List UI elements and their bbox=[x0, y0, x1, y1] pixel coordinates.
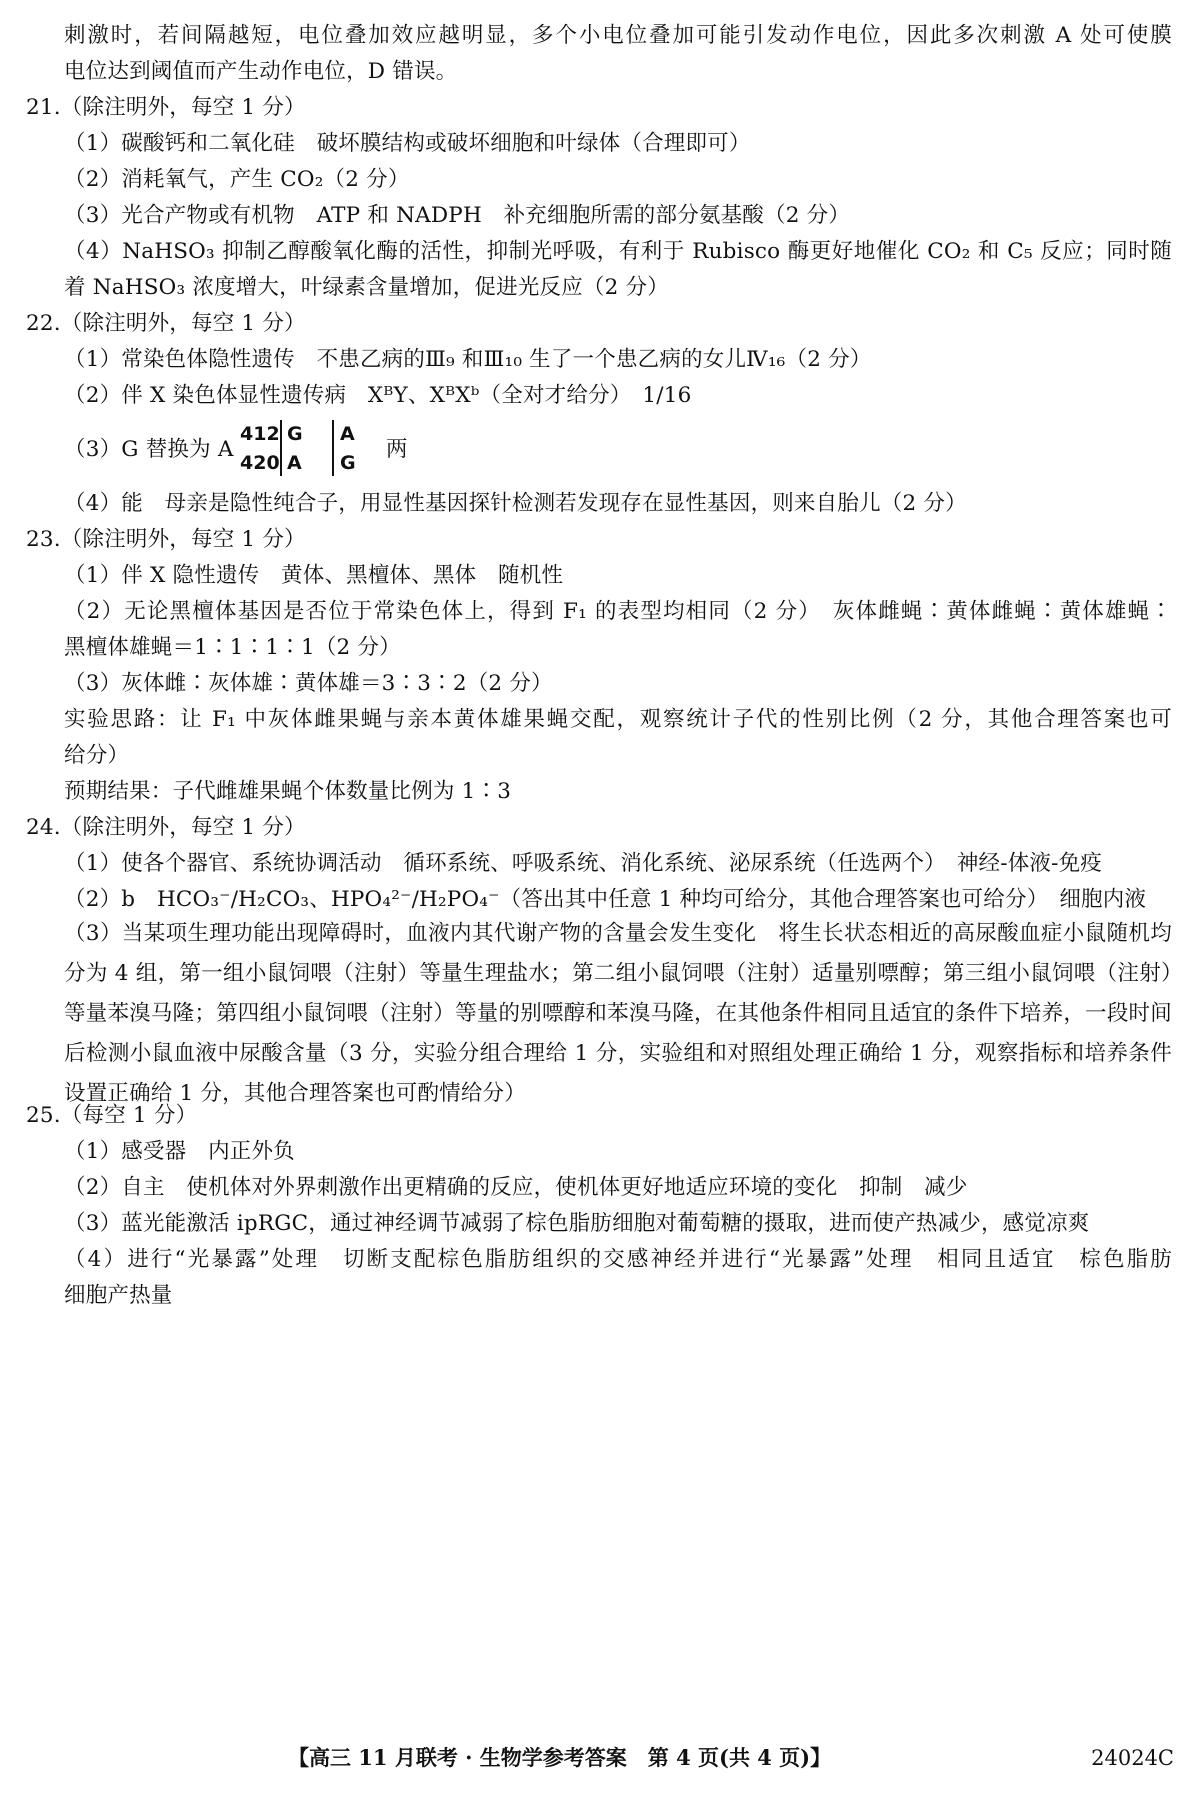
text-line: 两 bbox=[386, 437, 408, 462]
text-line: （3）G 替换为 A bbox=[64, 437, 234, 462]
text-line: （2）无论黑檀体基因是否位于常染色体上，得到 F₁ 的表型均相同（2 分） 灰体雌蝇∶黄体雌蝇∶黄体雄蝇∶ bbox=[64, 599, 1172, 624]
seq-base: A bbox=[287, 452, 302, 474]
footer-code: 24024C bbox=[1091, 1746, 1174, 1770]
question-heading: 22.（除注明外，每空 1 分） bbox=[26, 311, 306, 336]
question-heading: 24.（除注明外，每空 1 分） bbox=[26, 815, 306, 840]
text-line: 实验思路：让 F₁ 中灰体雌果蝇与亲本黄体雄果蝇交配，观察统计子代的性别比例（2 分，其他合理答案也可 bbox=[64, 707, 1172, 732]
text-line: （4）进行“光暴露”处理 切断支配棕色脂肪组织的交感神经并进行“光暴露”处理 相同且适宜 棕色脂肪 bbox=[64, 1247, 1172, 1272]
text-line: （1）常染色体隐性遗传 不患乙病的Ⅲ₉ 和Ⅲ₁₀ 生了一个患乙病的女儿Ⅳ₁₆（2 分） bbox=[64, 347, 872, 372]
text-line: 给分） bbox=[64, 743, 130, 768]
seq-position-412: 412 bbox=[240, 423, 280, 445]
strand-bar bbox=[280, 420, 282, 476]
text-line: 细胞产热量 bbox=[64, 1283, 173, 1308]
text-line: （4）能 母亲是隐性纯合子，用显性基因探针检测若发现存在显性基因，则来自胎儿（2 分） bbox=[64, 491, 967, 516]
text-line: 刺激时，若间隔越短，电位叠加效应越明显，多个小电位叠加可能引发动作电位，因此多次刺激 A 处可使膜 bbox=[64, 23, 1172, 48]
footer-title: 【高三 11 月联考 · 生物学参考答案 第 4 页(共 4 页)】 bbox=[288, 1745, 832, 1770]
text-line: （2）自主 使机体对外界刺激作出更精确的反应，使机体更好地适应环境的变化 抑制 减少 bbox=[64, 1175, 968, 1200]
text-line: （2）消耗氧气，产生 CO₂（2 分） bbox=[64, 167, 410, 192]
question-heading: 21.（除注明外，每空 1 分） bbox=[26, 95, 306, 120]
text-line: （4）NaHSO₃ 抑制乙醇酸氧化酶的活性，抑制光呼吸，有利于 Rubisco 酶更好地催化 CO₂ 和 C₅ 反应；同时随 bbox=[64, 239, 1172, 264]
text-line: 电位达到阈值而产生动作电位，D 错误。 bbox=[64, 59, 458, 84]
text-line: 黑檀体雄蝇＝1∶1∶1∶1（2 分） bbox=[64, 635, 401, 660]
text-line: （2）伴 X 染色体显性遗传病 XᴮY、XᴮXᵇ（全对才给分） 1/16 bbox=[64, 383, 692, 408]
text-line: （3）灰体雌∶灰体雄∶黄体雄＝3∶3∶2（2 分） bbox=[64, 671, 553, 696]
seq-base: A bbox=[340, 423, 355, 445]
text-line: （3）光合产物或有机物 ATP 和 NADPH 补充细胞所需的部分氨基酸（2 分） bbox=[64, 203, 851, 228]
seq-base: G bbox=[287, 423, 303, 445]
seq-base: G bbox=[340, 452, 356, 474]
text-line: （1）使各个器官、系统协调活动 循环系统、呼吸系统、消化系统、泌尿系统（任选两个） 神经-体液-免疫 bbox=[64, 851, 1102, 876]
question-heading: 25.（每空 1 分） bbox=[26, 1103, 198, 1128]
strand-bar bbox=[332, 420, 334, 476]
text-line: 预期结果：子代雌雄果蝇个体数量比例为 1∶3 bbox=[64, 779, 512, 804]
text-line: （1）感受器 内正外负 bbox=[64, 1139, 295, 1164]
text-line: （1）碳酸钙和二氧化硅 破坏膜结构或破坏细胞和叶绿体（合理即可） bbox=[64, 131, 751, 156]
text-line: （2）b HCO₃⁻/H₂CO₃、HPO₄²⁻/H₂PO₄⁻（答出其中任意 1 种均可给分，其他合理答案也可给分） 细胞内液 bbox=[64, 887, 1147, 912]
text-paragraph: （3）当某项生理功能出现障碍时，血液内其代谢产物的含量会发生变化 将生长状态相近的高尿酸血症小鼠随机均分为 4 组，第一组小鼠饲喂（注射）等量生理盐水；第二组小鼠饲喂（注射）适量别嘌醇；第三组小鼠饲喂（注射）等量苯溴马隆；第四组小鼠饲喂（注射）等量的别嘌醇和苯溴马隆，在其他条件相同且适宜的条件下培养，一段时间后检测小鼠血液中尿酸含量（3 分，实验分组合理给 1 分，实验组和对照组处理正确给 1 分，观察指标和培养条件设置正确给 1 分，其他合理答案也可酌情给分） bbox=[64, 921, 1172, 1106]
text-line: 着 NaHSO₃ 浓度增大，叶绿素含量增加，促进光反应（2 分） bbox=[64, 275, 669, 300]
seq-position-420: 420 bbox=[240, 452, 280, 474]
text-line: （3）蓝光能激活 ipRGC，通过神经调节减弱了棕色脂肪细胞对葡萄糖的摄取，进而使产热减少，感觉凉爽 bbox=[64, 1211, 1090, 1236]
text-line: （1）伴 X 隐性遗传 黄体、黑檀体、黑体 随机性 bbox=[64, 563, 564, 588]
question-heading: 23.（除注明外，每空 1 分） bbox=[26, 527, 306, 552]
